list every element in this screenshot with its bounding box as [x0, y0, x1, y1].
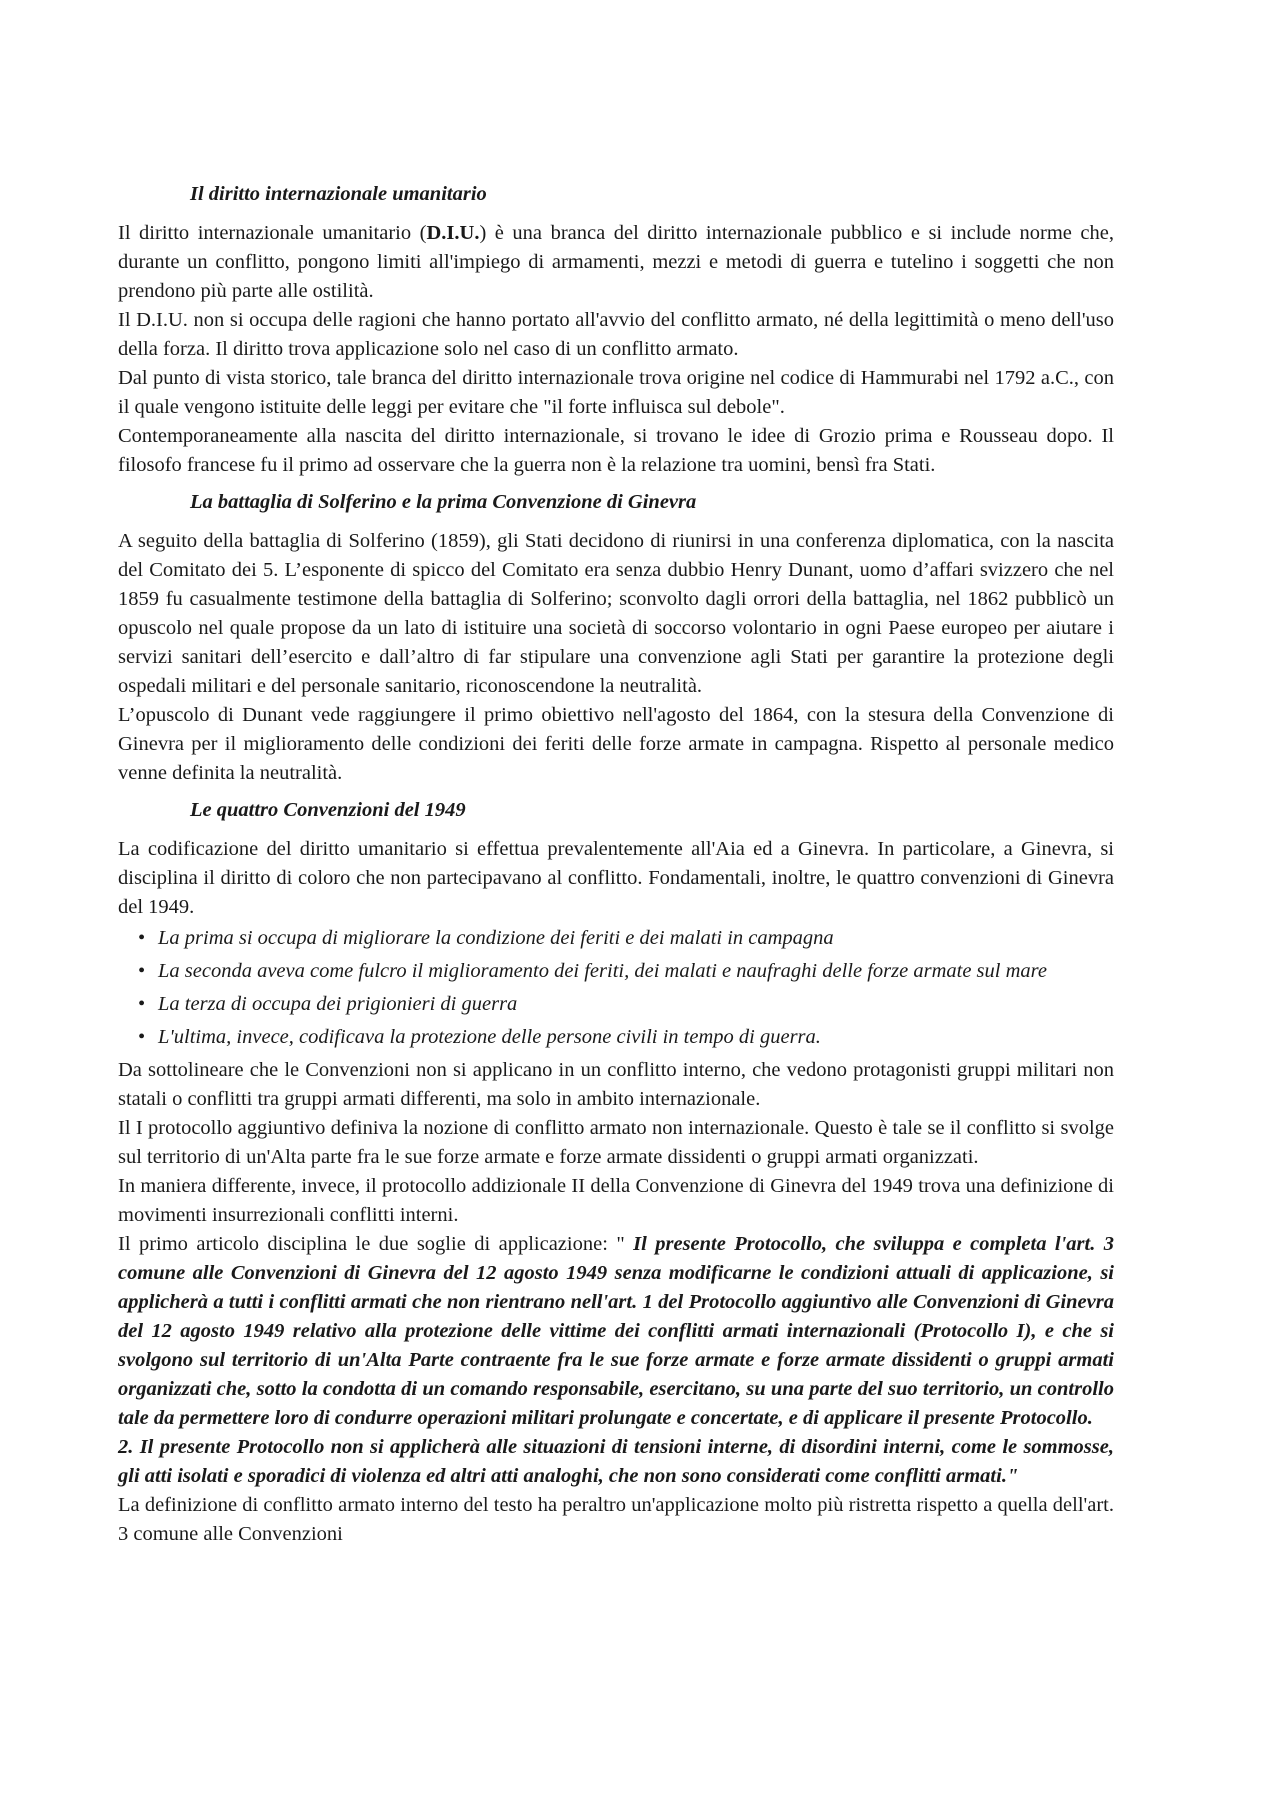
- paragraph: La codificazione del diritto umanitario si effettua prevalentemente all'Aia ed a Ginevra. In particolare, a Ginevra, si disciplina il diritto di coloro che non partecipavano al conflitto. Fondamentali, inoltre, le quattro convenzioni di Ginevra del 1949.: [118, 838, 1114, 918]
- paragraph: Il D.I.U. non si occupa delle ragioni che hanno portato all'avvio del conflitto armato, né della legittimità o meno dell'uso della forza. Il diritto trova applicazione solo nel caso di un conflitto armato.: [118, 309, 1114, 360]
- paragraph-quote-2: 2. Il presente Protocollo non si applicherà alle situazioni di tensioni interne, di disordini interni, come le sommosse, gli atti isolati e sporadici di violenza ed altri atti analoghi, che non sono considerati come conflitti armati.": [118, 1436, 1114, 1487]
- paragraph: A seguito della battaglia di Solferino (1859), gli Stati decidono di riunirsi in una conferenza diplomatica, con la nascita del Comitato dei 5. L’esponente di spicco del Comitato era senza dubbio Henry Dunant, uomo d’affari svizzero che nel 1859 fu casualmente testimone della battaglia di Solferino; sconvolto dagli orrori della battaglia, nel 1862 pubblicò un opuscolo nel quale propose da un lato di istituire una società di soccorso volontario in ogni Paese europeo per aiutare i servizi sanitari dell’esercito e dall’altro di far stipulare una convenzione agli Stati per garantire la protezione degli ospedali militari e del personale sanitario, riconoscendone la neutralità.: [118, 530, 1114, 697]
- paragraph-quote: Il primo articolo disciplina le due soglie di applicazione: " Il presente Protocollo, che sviluppa e completa l'art. 3 comune alle Convenzioni di Ginevra del 12 agosto 1949 senza modificarne le condizioni attuali di applicazione, si applicherà a tutti i conflitti armati che non rientrano nell'art. 1 del Protocollo aggiuntivo alle Convenzioni di Ginevra del 12 agosto 1949 relativo alla protezione delle vittime dei conflitti armati internazionali (Protocollo I), e che si svolgono sul territorio di un'Alta Parte contraente fra le sue forze armate e forze armate dissidenti o gruppi armati organizzati che, sotto la condotta di un comando responsabile, esercitano, su una parte del suo territorio, un controllo tale da permettere loro di condurre operazioni militari prolungate e concertate, e di applicare il presente Protocollo.: [118, 1233, 1115, 1429]
- bullet-icon: •: [138, 993, 146, 1015]
- bullet-icon: •: [138, 1026, 146, 1048]
- document-page: [118, 180, 1115, 1545]
- bullet-icon: •: [138, 960, 146, 982]
- paragraph: Contemporaneamente alla nascita del diritto internazionale, si trovano le idee di Grozio prima e Rousseau dopo. Il filosofo francese fu il primo ad osservare che la guerra non è la relazione tra uomini, bensì fra Stati.: [118, 425, 1114, 476]
- list-item: • L'ultima, invece, codificava la protezione delle persone civili in tempo di guerra.: [138, 1023, 1114, 1052]
- paragraph: Da sottolineare che le Convenzioni non si applicano in un conflitto interno, che vedono protagonisti gruppi militari non statali o conflitti tra gruppi armati differenti, ma solo in ambito internazionale.: [118, 1059, 1114, 1110]
- paragraph: Il I protocollo aggiuntivo definiva la nozione di conflitto armato non internazionale. Questo è tale se il conflitto si svolge sul territorio di un'Alta parte fra le sue forze armate e forze armate dissidenti o gruppi armati organizzati.: [118, 1117, 1114, 1168]
- conventions-list: [138, 924, 1114, 1052]
- paragraph: Il diritto internazionale umanitario (D.I.U.) è una branca del diritto internazionale pubblico e si include norme che, durante un conflitto, pongono limiti all'impiego di armamenti, mezzi e metodi di guerra e tutelino i soggetti che non prendono più parte alle ostilità.: [118, 222, 1114, 302]
- section-heading-convenzioni-1949: Le quattro Convenzioni del 1949: [190, 799, 466, 821]
- section-heading-solferino: La battaglia di Solferino e la prima Convenzione di Ginevra: [190, 491, 697, 513]
- paragraph: L’opuscolo di Dunant vede raggiungere il primo obiettivo nell'agosto del 1864, con la stesura della Convenzione di Ginevra per il miglioramento delle condizioni dei feriti delle forze armate in campagna. Rispetto al personale medico venne definita la neutralità.: [118, 704, 1114, 784]
- truncated-line: La definizione di conflitto armato interno del testo ha peraltro un'applicazione molto più ristretta rispetto a quella dell'art. 3 comune alle Convenzioni: [118, 1494, 1114, 1545]
- section-heading-diu: Il diritto internazionale umanitario: [190, 183, 487, 205]
- paragraph: In maniera differente, invece, il protocollo addizionale II della Convenzione di Ginevra del 1949 trova una definizione di movimenti insurrezionali conflitti interni.: [118, 1175, 1114, 1226]
- list-item: • La prima si occupa di migliorare la condizione dei feriti e dei malati in campagna: [138, 924, 1114, 953]
- list-item: • La terza di occupa dei prigionieri di guerra: [138, 990, 1114, 1019]
- list-item: • La seconda aveva come fulcro il miglioramento dei feriti, dei malati e naufraghi delle forze armate sul mare: [138, 957, 1114, 986]
- paragraph: Dal punto di vista storico, tale branca del diritto internazionale trova origine nel codice di Hammurabi nel 1792 a.C., con il quale vengono istituite delle leggi per evitare che "il forte influisca sul debole".: [118, 367, 1114, 418]
- bullet-icon: •: [138, 927, 146, 949]
